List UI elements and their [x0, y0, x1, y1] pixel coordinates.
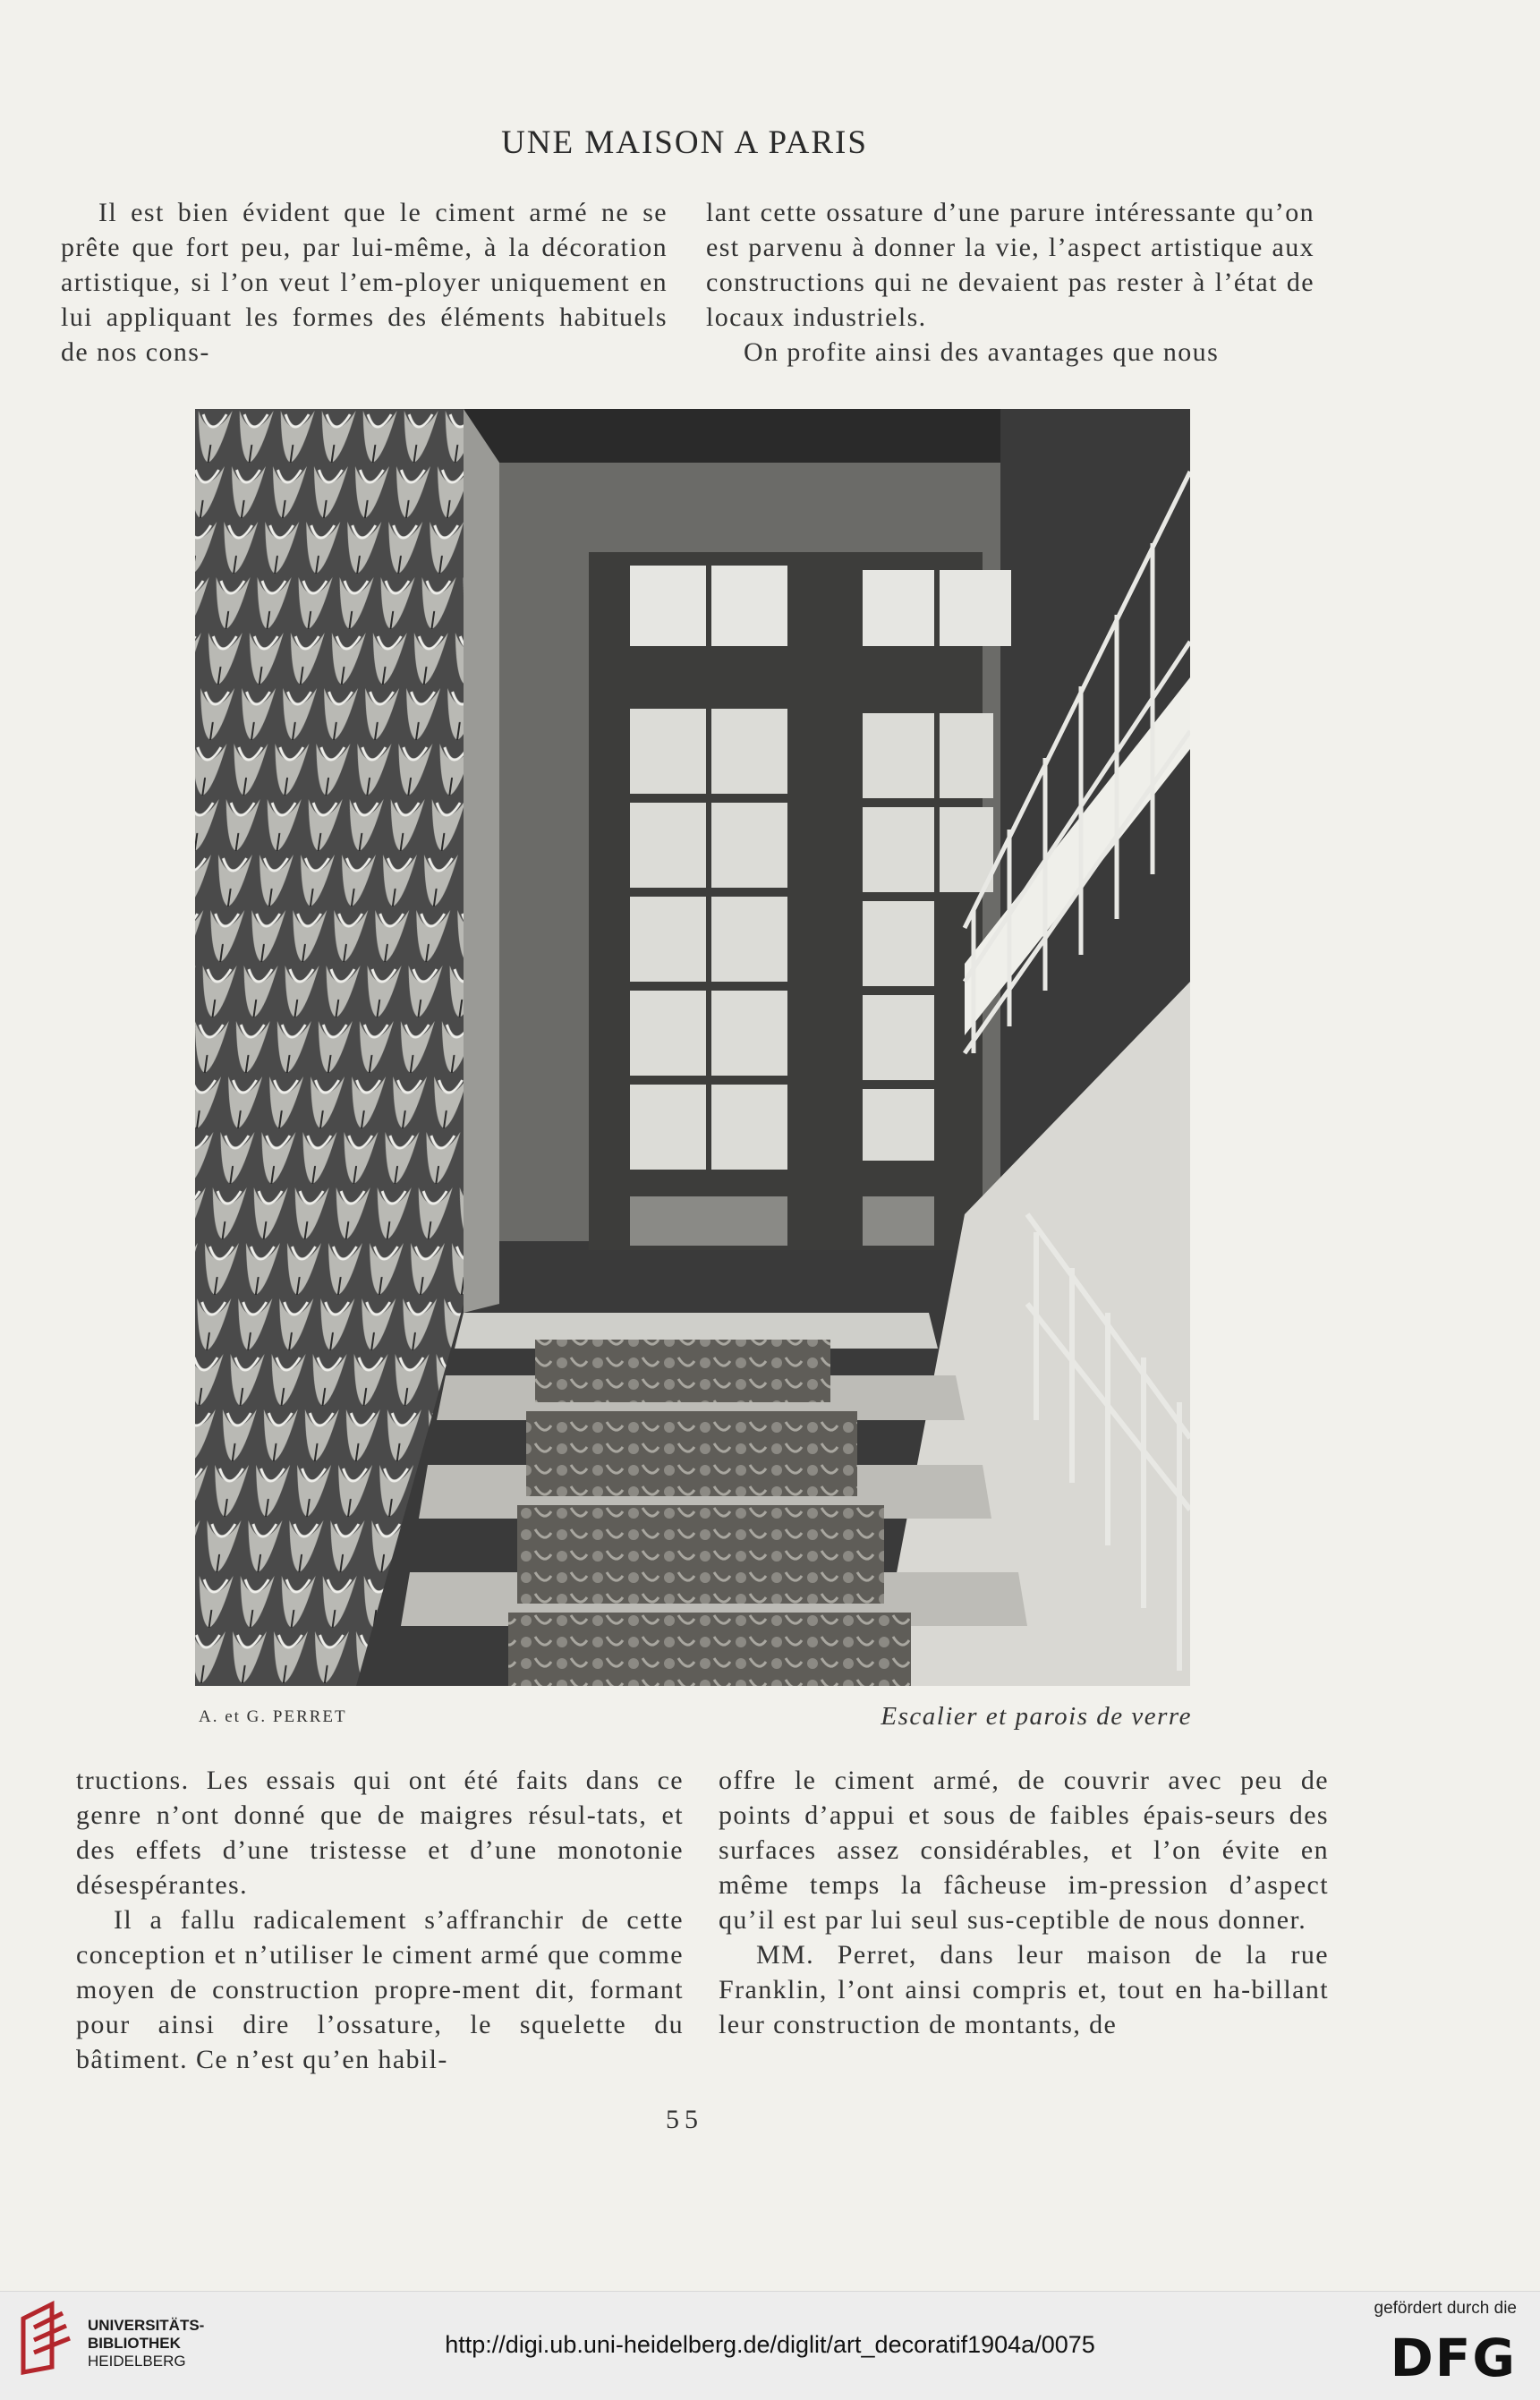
- paragraph: Il a fallu radicalement s’affranchir de cette conception et n’utiliser le ciment armé que comme moyen de construction propre-ment dit, formant pour ainsi dire l’ossature, le squelette du bâtiment. Ce n’est qu’en habil-: [76, 1905, 684, 2074]
- text-column-top-left: [61, 195, 668, 370]
- dfg-logo: DFG: [1390, 2328, 1517, 2388]
- staircase-photograph: [195, 409, 1190, 1686]
- text-column-top-right: [706, 195, 1315, 370]
- paragraph: tructions. Les essais qui ont été faits dans ce genre n’ont donné que de maigres résul-tats, et des effets d’une tristesse et d’une monotonie désespérantes.: [76, 1766, 684, 1900]
- paragraph: On profite ainsi des avantages que nous: [744, 337, 1220, 367]
- paragraph: MM. Perret, dans leur maison de la rue Franklin, l’ont ainsi compris et, tout en ha-billant leur construction de montants, de: [719, 1940, 1329, 2039]
- library-name-line: HEIDELBERG: [88, 2353, 186, 2370]
- digitization-footer: [0, 2291, 1540, 2400]
- running-header: UNE MAISON A PARIS: [501, 124, 868, 161]
- source-url-link[interactable]: http://digi.ub.uni-heidelberg.de/diglit/art_decoratif1904a/0075: [445, 2331, 1095, 2358]
- photo-credit: A. et G. PERRET: [199, 1707, 347, 1726]
- paragraph: Il est bien évident que le ciment armé ne se prête que fort peu, par lui-même, à la décoration artistique, si l’on veut l’em-ployer uniquement en lui appliquant les formes des éléments habituels de nos cons-: [61, 198, 668, 367]
- text-column-bottom-left: [76, 1763, 684, 2077]
- paragraph: lant cette ossature d’une parure intéressante qu’on est parvenu à donner la vie, l’aspect artistique aux constructions qui ne devaient pas rester à l’état de locaux industriels.: [706, 198, 1315, 332]
- library-name-line: BIBLIOTHEK: [88, 2335, 181, 2352]
- photo-caption: Escalier et parois de verre: [881, 1702, 1192, 1731]
- page-number: 55: [666, 2105, 703, 2134]
- funder-label: gefördert durch die: [1374, 2299, 1517, 2318]
- library-name-line: UNIVERSITÄTS-: [88, 2317, 205, 2334]
- text-column-bottom-right: [719, 1763, 1329, 2042]
- paragraph: offre le ciment armé, de couvrir avec peu de points d’appui et sous de faibles épais-seurs des surfaces assez considérables, et l’on évite en même temps la fâcheuse im-pression d’aspect qu’il est par lui seul sus-ceptible de nous donner.: [719, 1766, 1329, 1935]
